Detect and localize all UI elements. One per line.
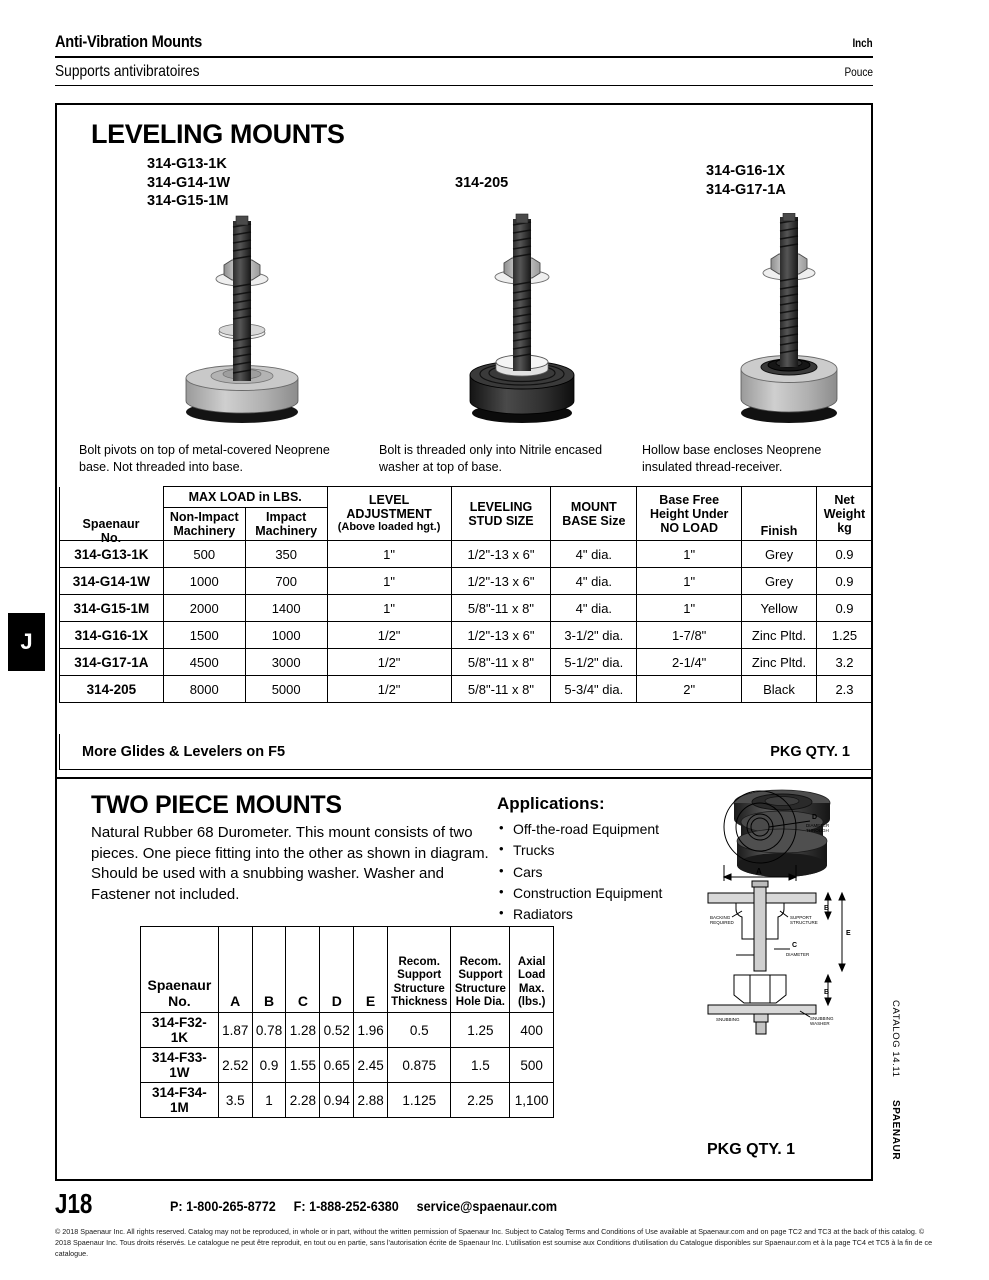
cell-value: 1/2"-13 x 6" <box>451 622 551 649</box>
applications-list <box>497 819 662 925</box>
cell-value: 1/2" <box>327 676 451 703</box>
caption-center: Bolt is threaded only into Nitrile encased washer at top of base. <box>379 443 603 474</box>
col-header-finish <box>742 487 817 541</box>
catalog-version-label: CATALOG 14.11 <box>890 1000 901 1078</box>
diagram-label-c-sub: DIAMETER <box>786 952 810 957</box>
application-item: • Cars <box>497 862 662 883</box>
more-glides-note: More Glides & Levelers on F5 <box>82 743 286 760</box>
col-header-line: NO LOAD <box>660 520 718 535</box>
two-piece-mounts-heading: TWO PIECE MOUNTS <box>91 791 342 819</box>
cell-value: 3-1/2" dia. <box>551 622 637 649</box>
cell-value: 4" dia. <box>551 595 637 622</box>
section-tab-j: J <box>8 613 45 671</box>
cell-part-number: 314-F34-1M <box>141 1083 219 1118</box>
cell-value: 0.9 <box>816 595 872 622</box>
cell-value: 1.96 <box>354 1013 388 1048</box>
application-item: • Trucks <box>497 840 662 861</box>
col-header-line: Recom. <box>398 955 440 968</box>
cell-value: 3.5 <box>218 1083 252 1118</box>
col-header-line: Weight <box>823 506 866 521</box>
table-row <box>141 1013 554 1048</box>
table-row <box>141 1048 554 1083</box>
cell-value: 5000 <box>245 676 327 703</box>
diagram-label-a: A <box>756 867 762 876</box>
cell-value: 0.9 <box>816 568 872 595</box>
col-header-line: Non-Impact <box>169 510 239 524</box>
cell-value: 0.9 <box>816 541 872 568</box>
col-header-line: LEVEL <box>368 493 410 508</box>
cell-value: 1000 <box>163 568 245 595</box>
cell-value: 1/2"-13 x 6" <box>451 568 551 595</box>
cell-value: 3000 <box>245 649 327 676</box>
cell-value: 1" <box>637 568 742 595</box>
col-header-base-free-height <box>637 487 742 541</box>
cell-value: 1,100 <box>510 1083 554 1118</box>
part-number: 314-G15-1M <box>147 193 229 210</box>
col-header-line: kg <box>837 520 852 535</box>
cell-value: 1.25 <box>816 622 872 649</box>
col-header-level-adjustment <box>327 487 451 541</box>
cell-part-number: 314-G17-1A <box>60 649 164 676</box>
cell-value: 1" <box>637 541 742 568</box>
part-number: 314-G16-1X <box>706 163 785 179</box>
cell-value: Grey <box>742 541 817 568</box>
cell-part-number: 314-205 <box>60 676 164 703</box>
diagram-label-snubbing: SNUBBING <box>716 1017 740 1022</box>
cell-value: 400 <box>510 1013 554 1048</box>
cell-value: 1500 <box>163 622 245 649</box>
col-header-line: Impact <box>266 510 307 524</box>
product-image-black-leveling-mount <box>422 213 622 433</box>
col-header-line: LEVELING <box>469 499 533 514</box>
part-number: 314-G14-1W <box>147 174 231 191</box>
cell-value: 0.78 <box>252 1013 286 1048</box>
col-header-leveling-stud-size <box>451 487 551 541</box>
cell-value: 1.28 <box>286 1013 320 1048</box>
cell-value: 1/2"-13 x 6" <box>451 541 551 568</box>
product-image-hollow-base-mount <box>689 213 889 433</box>
diagram-label-backing1: BACKING <box>710 915 731 920</box>
col-header-line: Hole Dia. <box>455 996 505 1009</box>
table2-header-row <box>141 927 554 1013</box>
cell-value: 1.55 <box>286 1048 320 1083</box>
table-row <box>60 622 873 649</box>
part-numbers-center <box>455 174 508 193</box>
part-numbers-left <box>147 155 230 211</box>
cell-value: 1.25 <box>451 1013 510 1048</box>
diagram-label-backing2: REQUIRED <box>710 920 734 925</box>
cell-value: 1" <box>327 568 451 595</box>
product-image-grey-leveling-mount <box>142 213 342 433</box>
cell-value: Yellow <box>742 595 817 622</box>
section-divider <box>57 777 871 779</box>
application-item: • Off-the-road Equipment <box>497 819 662 840</box>
diagram-label-b-bottom: B <box>824 989 830 996</box>
cell-value: 1-7/8" <box>637 622 742 649</box>
col-header-non-impact <box>163 508 245 541</box>
cell-value: 5-3/4" dia. <box>551 676 637 703</box>
cell-value: 1 <box>252 1083 286 1118</box>
application-item: • Construction Equipment <box>497 883 662 904</box>
cell-value: 1000 <box>245 622 327 649</box>
cell-value: 2" <box>637 676 742 703</box>
cell-value: 2.28 <box>286 1083 320 1118</box>
header-rule-primary <box>55 56 873 58</box>
cell-value: 4500 <box>163 649 245 676</box>
cell-part-number: 314-G13-1K <box>60 541 164 568</box>
col-header-line: Load <box>517 969 546 982</box>
cell-value: 2.88 <box>354 1083 388 1118</box>
cell-value: 2.3 <box>816 676 872 703</box>
cell-value: 4" dia. <box>551 541 637 568</box>
cell-part-number: 314-F32-1K <box>141 1013 219 1048</box>
col-header-net-weight <box>816 487 872 541</box>
col-header-c: C <box>286 927 320 1013</box>
col-header-line: Structure <box>454 982 506 995</box>
table-row <box>60 649 873 676</box>
diagram-label-b-top: B <box>824 905 830 912</box>
cell-value: 5/8"-11 x 8" <box>451 649 551 676</box>
col-header-line: Recom. <box>459 955 502 968</box>
col-header-support-hole-dia <box>451 927 510 1013</box>
cell-value: 0.65 <box>320 1048 354 1083</box>
caption-right: Hollow base encloses Neoprene insulated thread-receiver. <box>642 443 822 474</box>
cell-value: 0.52 <box>320 1013 354 1048</box>
diagram-label-d-sub1: DIAMETER <box>806 823 830 828</box>
table-row <box>60 676 873 703</box>
cell-value: 0.9 <box>252 1048 286 1083</box>
col-header-line: (lbs.) <box>517 996 546 1009</box>
col-header-line: Support <box>458 969 503 982</box>
cell-value: 1" <box>637 595 742 622</box>
cell-value: 8000 <box>163 676 245 703</box>
leveling-mounts-table-body <box>60 541 873 703</box>
col-header-line: Spaenaur <box>82 517 140 531</box>
cell-value: 1.125 <box>388 1083 451 1118</box>
cell-value: 5/8"-11 x 8" <box>451 676 551 703</box>
diagram-label-d-sub2: THROUGH <box>806 828 829 833</box>
col-header-line: Finish <box>760 524 798 538</box>
col-header-line: (Above loaded hgt.) <box>337 521 441 534</box>
header-rule-secondary <box>55 85 873 86</box>
two-piece-mounts-table-body <box>141 1013 554 1118</box>
page-header <box>55 32 873 86</box>
pkg-qty-1: PKG QTY. 1 <box>770 743 850 760</box>
cell-value: 2000 <box>163 595 245 622</box>
header-unit-pouce: Pouce <box>844 65 873 79</box>
col-header-line: STUD SIZE <box>468 513 534 528</box>
cell-value: 500 <box>510 1048 554 1083</box>
col-header-impact <box>245 508 327 541</box>
cell-value: 0.5 <box>388 1013 451 1048</box>
cell-part-number: 314-F33-1W <box>141 1048 219 1083</box>
col-header-line: Machinery <box>255 524 318 538</box>
cell-value: 350 <box>245 541 327 568</box>
cell-value: Zinc Pltd. <box>742 649 817 676</box>
col-header-b: B <box>252 927 286 1013</box>
col-header-e: E <box>354 927 388 1013</box>
pkg-qty-2: PKG QTY. 1 <box>707 1141 796 1158</box>
applications-heading: Applications: <box>497 794 605 813</box>
application-item: • Radiators <box>497 904 662 925</box>
table-header-row-1 <box>60 487 873 508</box>
phone-number: P: 1-800-265-8772 <box>170 1198 276 1214</box>
col-header-line: Support <box>397 969 442 982</box>
diagram-label-e: E <box>846 930 851 937</box>
col-header-mount-base-size <box>551 487 637 541</box>
col-header-line: ADJUSTMENT <box>346 507 432 522</box>
col-header-d: D <box>320 927 354 1013</box>
cell-value: 2.25 <box>451 1083 510 1118</box>
diagram-label-support1: SUPPORT <box>790 915 812 920</box>
cell-part-number: 314-G15-1M <box>60 595 164 622</box>
content-frame <box>55 103 873 1181</box>
col-header-line: Machinery <box>173 524 236 538</box>
cell-value: 500 <box>163 541 245 568</box>
cell-value: 1.5 <box>451 1048 510 1083</box>
cell-value: Black <box>742 676 817 703</box>
cell-value: 1400 <box>245 595 327 622</box>
diagram-label-d: D <box>812 814 818 821</box>
cell-value: 1.87 <box>218 1013 252 1048</box>
col-header-line: Max. <box>518 982 545 995</box>
email-address[interactable]: service@spaenaur.com <box>416 1198 558 1214</box>
col-header-a: A <box>218 927 252 1013</box>
cell-value: 5-1/2" dia. <box>551 649 637 676</box>
col-header-spaenaur-no-2: Spaenaur No. <box>141 927 219 1013</box>
col-header-spaenaur-no <box>59 517 163 546</box>
col-header-axial-load <box>510 927 554 1013</box>
part-number: 314-205 <box>455 175 509 191</box>
cell-value: 0.875 <box>388 1048 451 1083</box>
cell-value: 5/8"-11 x 8" <box>451 595 551 622</box>
header-unit-inch: Inch <box>852 36 873 50</box>
col-header-line: Axial <box>517 955 546 968</box>
table-row <box>141 1083 554 1118</box>
legal-notice: © 2018 Spaenaur Inc. All rights reserved. Catalog may not be reproduced, in whole or in part, without the written permission of Spaenaur Inc. Subject to Catalog Terms and Conditions of Use available at Spaenaur.com and on page TC2 and TC3 at the back of this catalog. © 2018 Spaenaur Inc. Tous droits réservés. Le catalogue ne peut être reproduit, en tout ou en partie, sans l'autorisation écrite de Spaenaur Inc. L'utilisation est soumise aux Conditions d'utilisation du Catalogue disponibles sur Spaenaur.com et à la page TC4 et TC5 à la fin de ce catalogue. <box>55 1227 933 1258</box>
col-header-line: Thickness <box>391 996 448 1009</box>
cell-value: 2-1/4" <box>637 649 742 676</box>
col-header-line: Base Free <box>659 492 720 507</box>
diagram-label-c: C <box>792 942 798 949</box>
cell-value: 2.52 <box>218 1048 252 1083</box>
contact-info <box>170 1198 572 1214</box>
two-piece-mount-diagram <box>702 789 862 1044</box>
col-header-max-load: MAX LOAD in LBS. <box>163 487 327 508</box>
diagram-label-snubbing-washer2: WASHER <box>810 1021 830 1026</box>
col-header-line: BASE Size <box>562 513 626 528</box>
header-subtitle-fr: Supports antivibratoires <box>55 63 200 80</box>
cell-value: 4" dia. <box>551 568 637 595</box>
table-row <box>60 568 873 595</box>
cell-value: 700 <box>245 568 327 595</box>
brand-label: SPAENAUR <box>890 1100 901 1161</box>
cell-value: 1" <box>327 541 451 568</box>
cell-value: Grey <box>742 568 817 595</box>
caption-left: Bolt pivots on top of metal-covered Neoprene base. Not threaded into base. <box>79 443 330 474</box>
cell-part-number: 314-G16-1X <box>60 622 164 649</box>
header-title: Anti-Vibration Mounts <box>55 32 203 51</box>
two-piece-description: Natural Rubber 68 Durometer. This mount consists of two pieces. One piece fitting into the other as shown in diagram. Should be used with a snubbing washer. Washer and Fastener not included. <box>91 824 489 904</box>
page-number: J18 <box>55 1188 93 1219</box>
col-header-line: No. <box>100 531 122 546</box>
cell-part-number: 314-G14-1W <box>60 568 164 595</box>
table1-footer <box>59 734 873 770</box>
part-numbers-right <box>706 162 786 199</box>
table-row <box>60 595 873 622</box>
cell-value: 1" <box>327 595 451 622</box>
leveling-mounts-heading: LEVELING MOUNTS <box>91 119 345 149</box>
cell-value: 2.45 <box>354 1048 388 1083</box>
col-header-line: Net <box>834 492 855 507</box>
cell-value: Zinc Pltd. <box>742 622 817 649</box>
cell-value: 1/2" <box>327 649 451 676</box>
fax-number: F: 1-888-252-6380 <box>293 1198 399 1214</box>
col-header-line: Height Under <box>649 506 729 521</box>
diagram-label-support2: STRUCTURE <box>790 920 818 925</box>
cell-value: 1/2" <box>327 622 451 649</box>
table-row <box>60 541 873 568</box>
part-number: 314-G17-1A <box>706 181 786 198</box>
leveling-mounts-table <box>59 486 873 703</box>
cell-value: 3.2 <box>816 649 872 676</box>
cell-value: 0.94 <box>320 1083 354 1118</box>
part-number: 314-G13-1K <box>147 156 227 172</box>
col-header-line: MOUNT <box>570 499 617 514</box>
col-header-support-thickness <box>388 927 451 1013</box>
two-piece-mounts-table <box>140 926 554 1118</box>
diagram-label-snubbing-washer1: SNUBBING <box>810 1016 834 1021</box>
col-header-line: Structure <box>393 982 445 995</box>
